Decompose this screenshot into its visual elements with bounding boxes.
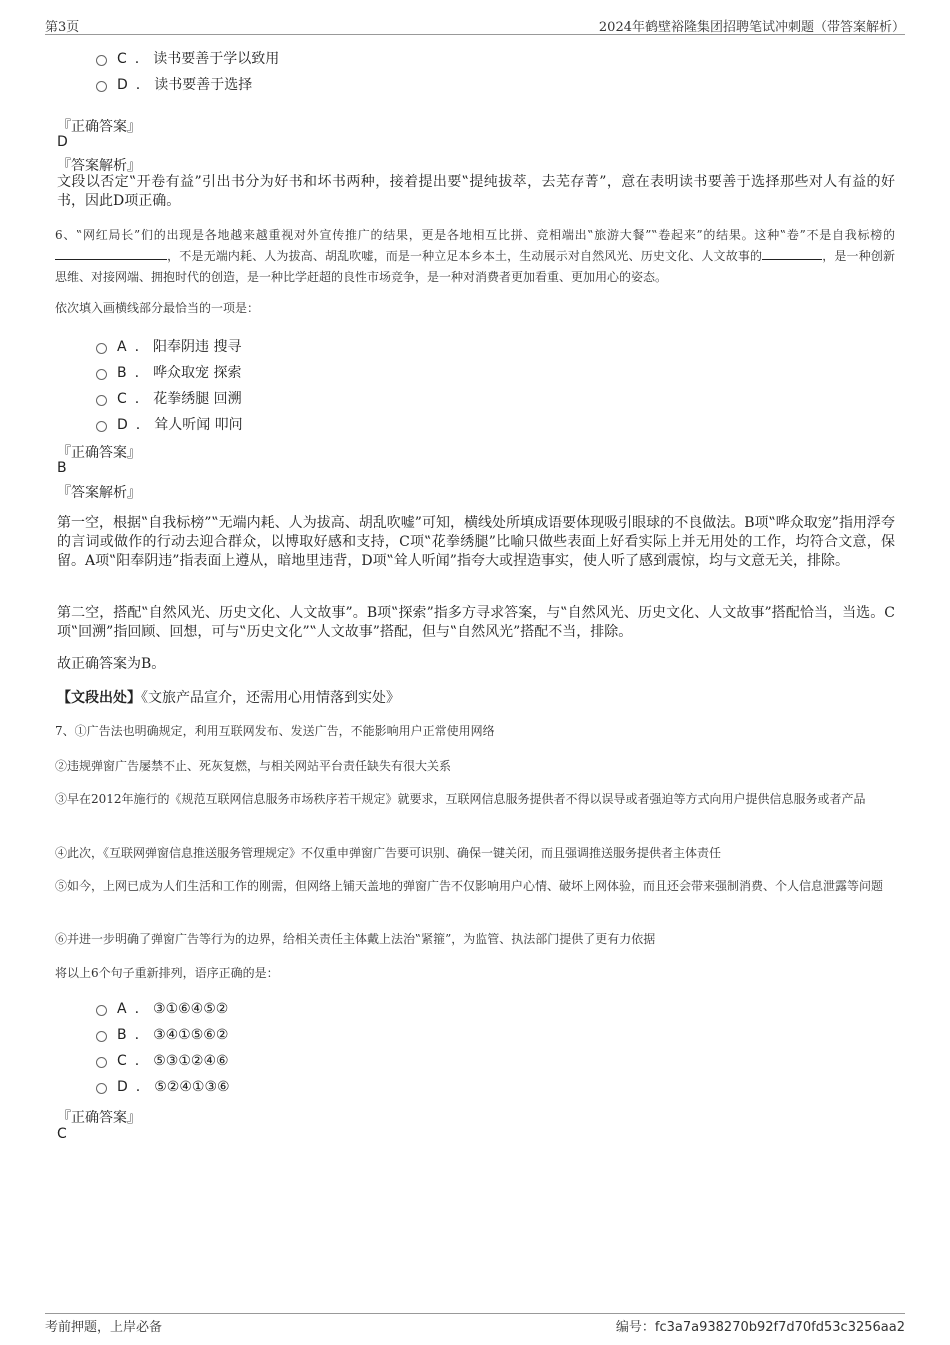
- q6-source: [57, 689, 895, 708]
- radio-icon[interactable]: [96, 1083, 107, 1094]
- q6-option-a[interactable]: A . 阳奉阴违 搜寻: [96, 336, 241, 356]
- q6-answer-label: 『正确答案』: [57, 445, 141, 461]
- page-number: 第3页: [45, 20, 80, 35]
- q7-sentence-2: ②违规弹窗广告屡禁不止、死灰复燃，与相关网站平台责任缺失有很大关系: [55, 759, 452, 773]
- radio-icon[interactable]: [96, 395, 107, 406]
- q7-sentence-4: ④此次，《互联网弹窗信息推送服务管理规定》不仅重申弹窗广告要可识别、确保一键关闭，而且强调推送服务提供者主体责任: [55, 846, 722, 860]
- footer-slogan: 考前押题，上岸必备: [45, 1320, 163, 1335]
- q7-answer: C: [57, 1126, 67, 1142]
- q6-analysis-3: 故正确答案为B。: [57, 656, 166, 672]
- q6-option-d[interactable]: D . 耸人听闻 叩问: [96, 414, 243, 434]
- radio-icon[interactable]: [96, 1005, 107, 1016]
- radio-icon[interactable]: [96, 55, 107, 66]
- q6-source-title: 《文旅产品宣介，还需用心用情落到实处》: [141, 690, 400, 706]
- q7-option-c[interactable]: C . ⑤③①②④⑥: [96, 1053, 229, 1069]
- q7-sentence-1: 7、①广告法也明确规定，利用互联网发布、发送广告，不能影响用户正常使用网络: [55, 724, 495, 738]
- q7-option-a[interactable]: A . ③①⑥④⑤②: [96, 1001, 228, 1017]
- footer-id: [616, 1316, 905, 1335]
- radio-icon[interactable]: [96, 1057, 107, 1068]
- q7-option-b[interactable]: B . ③④①⑤⑥②: [96, 1027, 228, 1043]
- q6-option-c[interactable]: C . 花拳绣腿 回溯: [96, 388, 242, 408]
- q6-blank-1: [55, 247, 167, 260]
- footer-code-label: 编号：: [615, 1320, 655, 1335]
- q6-source-label: 【文段出处】: [57, 690, 141, 706]
- q5-analysis: 文段以否定‟开卷有益”引出书分为好书和坏书两种，接着提出要‟提纯拔萃，去芜存菁”，意在表明读书要善于选择那些对人有益的好书，因此D项正确。: [57, 174, 895, 209]
- q5-option-c[interactable]: C . 读书要善于学以致用: [96, 48, 279, 68]
- q6-analysis-1: 第一空，根据‟自我标榜”‟无端内耗、人为拔高、胡乱吹嘘”可知，横线处所填成语要体现吸引眼球的不良做法。B项‟哗众取宠”指用浮夸的言词或做作的行动去迎合群众，以博取好感和支持，C项‟花拳绣腿”比喻只做些表面上好看实际上并无用处的工作，均符合文意，保留。A项‟阳奉阴违”指表面上遵从，暗地里违背，D项‟耸人听闻”指夸大或捏造事实，使人听了感到震惊，均与文意无关，排除。: [57, 515, 895, 569]
- q7-answer-label: 『正确答案』: [57, 1110, 141, 1126]
- radio-icon[interactable]: [96, 1031, 107, 1042]
- document-title: 2024年鹤壁裕隆集团招聘笔试冲刺题（带答案解析）: [598, 20, 905, 35]
- radio-icon[interactable]: [96, 369, 107, 380]
- q6-answer: B: [57, 460, 67, 476]
- page-header: [45, 14, 905, 35]
- radio-icon[interactable]: [96, 81, 107, 92]
- q5-analysis-label: 『答案解析』: [57, 158, 141, 174]
- q7-sentence-3: ③早在2012年施行的《规范互联网信息服务市场秩序若干规定》就要求，互联网信息服务提供者不得以误导或者强迫等方式向用户提供信息服务或者产品: [55, 792, 866, 806]
- q6-analysis-label: 『答案解析』: [57, 485, 141, 501]
- q7-prompt: 将以上6个句子重新排列，语序正确的是：: [55, 966, 279, 980]
- page-footer: [45, 1313, 905, 1336]
- q6-blank-2: [762, 247, 822, 260]
- q6-stem: 6、‟网红局长”们的出现是各地越来越重视对外宣传推广的结果，更是各地相互比拼、竞相端出‟旅游大餐”‟卷起来”的结果。这种‟卷”不是自我标榜的，不是无端内耗、人为拔高、胡乱吹嘘，而是一种立足本乡本土，生动展示对自然风光、历史文化、人文故事的 ，是一种创新思维、对接网端、拥抱时代的创造，是一种比学赶超的良性市场竞争，是一种对消费者更加看重、更加用心的姿态。: [55, 228, 895, 284]
- radio-icon[interactable]: [96, 343, 107, 354]
- q5-answer: D: [57, 134, 68, 150]
- q7-option-d[interactable]: D . ⑤②④①③⑥: [96, 1079, 230, 1095]
- q6-prompt: 依次填入画横线部分最恰当的一项是：: [55, 301, 260, 315]
- q7-sentence-6: ⑥并进一步明确了弹窗广告等行为的边界，给相关责任主体戴上法治‟紧箍”，为监管、执法部门提供了更有力依据: [55, 932, 656, 946]
- q6-analysis-2: 第二空，搭配‟自然风光、历史文化、人文故事”。B项‟探索”指多方寻求答案，与‟自然风光、历史文化、人文故事”搭配恰当，当选。C项‟回溯”指回顾、回想，可与‟历史文化”‟人文故事”搭配，但与‟自然风光”搭配不当，排除。: [57, 605, 895, 640]
- footer-code: fc3a7a938270b92f7d70fd53c3256aa2: [654, 1320, 905, 1335]
- q6-option-b[interactable]: B . 哗众取宠 探索: [96, 362, 242, 382]
- q5-option-d[interactable]: D . 读书要善于选择: [96, 74, 252, 94]
- radio-icon[interactable]: [96, 421, 107, 432]
- q7-sentence-5: ⑤如今，上网已成为人们生活和工作的刚需，但网络上铺天盖地的弹窗广告不仅影响用户心情、破坏上网体验，而且还会带来强制消费、个人信息泄露等问题: [55, 879, 884, 893]
- q5-answer-label: 『正确答案』: [57, 119, 141, 135]
